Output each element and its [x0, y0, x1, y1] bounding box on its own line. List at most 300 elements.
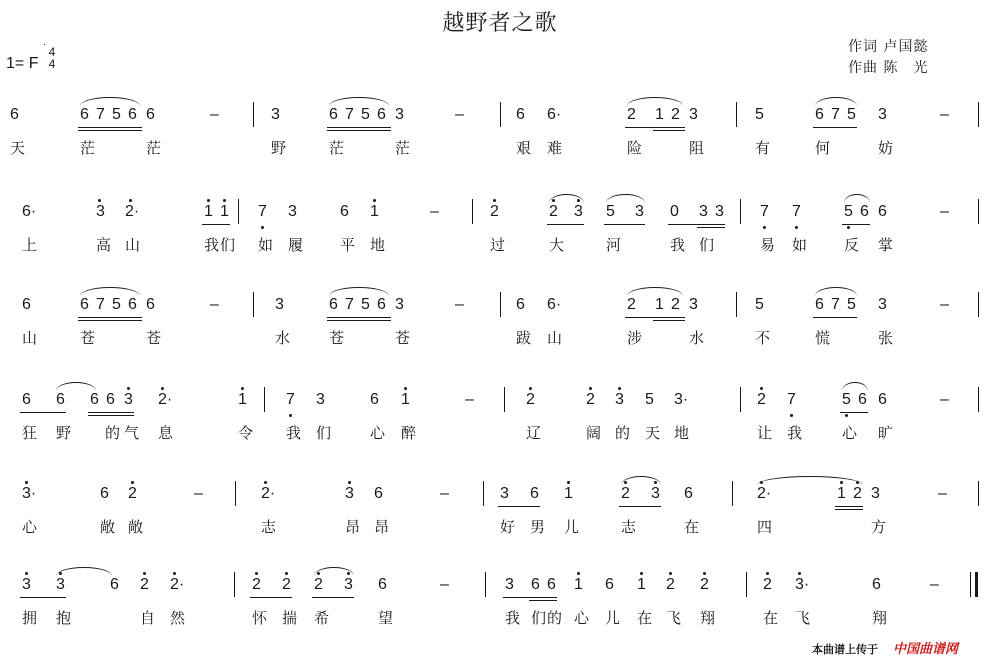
note: 7: [96, 296, 105, 313]
lyric: 们: [531, 609, 547, 627]
lyric: 方: [871, 518, 887, 536]
barline: [978, 387, 979, 412]
note: 6: [858, 391, 867, 408]
lyric: 苍: [146, 329, 162, 347]
octave-dot-high: [207, 199, 210, 202]
lyric: 履: [288, 236, 304, 254]
score-row: [0, 575, 1000, 637]
beam-underline: [78, 130, 142, 131]
note: 3: [871, 485, 880, 502]
beam-underline: [835, 506, 863, 507]
note: 3: [615, 391, 624, 408]
lyric: 自: [140, 609, 156, 627]
barline: [970, 572, 971, 597]
beam-underline: [842, 224, 870, 225]
note: 7: [787, 391, 796, 408]
lyric: 上: [22, 236, 38, 254]
lyric: 天: [645, 424, 661, 442]
beam-underline: [20, 597, 66, 598]
octave-dot-high: [493, 199, 496, 202]
octave-dot-high: [552, 199, 555, 202]
note: 3: [56, 576, 65, 593]
lyric: 天: [10, 139, 26, 157]
lyric: 涉: [627, 329, 643, 347]
note: 5: [361, 106, 370, 123]
lyric: 慌: [815, 329, 831, 347]
sustain-dash: –: [210, 106, 219, 123]
beam-underline: [327, 317, 391, 318]
note: 7: [345, 296, 354, 313]
note: 2: [700, 576, 709, 593]
lyric: 难: [547, 139, 563, 157]
sustain-dash: –: [940, 296, 949, 313]
octave-dot-high: [624, 481, 627, 484]
note: 3: [699, 203, 708, 220]
lyric: 们: [699, 236, 715, 254]
lyric: 让: [757, 424, 773, 442]
octave-dot-high: [373, 199, 376, 202]
lyric: 阔: [586, 424, 602, 442]
lyric: 昂: [374, 518, 390, 536]
octave-dot-high: [25, 572, 28, 575]
octave-dot-high: [840, 481, 843, 484]
lyric: 苍: [329, 329, 345, 347]
barline: [746, 572, 747, 597]
octave-dot-high: [856, 481, 859, 484]
octave-dot-high: [25, 481, 28, 484]
beam-underline: [697, 227, 725, 228]
lyric: 旷: [878, 424, 894, 442]
note: 5: [842, 391, 851, 408]
note: 6·: [547, 106, 562, 123]
note: 6: [146, 296, 155, 313]
barline: [736, 102, 737, 127]
lyricist-credit: 作词 卢国懿: [848, 39, 929, 55]
octave-dot-low: [289, 414, 292, 417]
note: 6: [22, 391, 31, 408]
note: 6: [146, 106, 155, 123]
note: 2: [853, 485, 862, 502]
octave-dot-low: [845, 414, 848, 417]
note: 6: [329, 106, 338, 123]
note: 7: [258, 203, 267, 220]
composer-credit: 作曲 陈 光: [848, 60, 929, 76]
note: 6: [128, 106, 137, 123]
slur: [329, 97, 389, 106]
barline: [234, 572, 235, 597]
note: 1: [637, 576, 646, 593]
note: 6: [106, 391, 115, 408]
lyric: 翔: [872, 609, 888, 627]
note: 3: [96, 203, 105, 220]
score-row: [0, 295, 1000, 357]
lyric: 跋: [516, 329, 532, 347]
note: 3·: [795, 576, 810, 593]
barline: [253, 292, 254, 317]
note: 6: [531, 576, 540, 593]
note: 1: [401, 391, 410, 408]
barline: [472, 199, 473, 224]
time-signature-top: 4: [48, 45, 56, 59]
note: 2: [282, 576, 291, 593]
lyric: 山: [547, 329, 563, 347]
lyric: 不: [755, 329, 771, 347]
note: 5: [844, 203, 853, 220]
octave-dot-high: [760, 387, 763, 390]
octave-dot-high: [264, 481, 267, 484]
octave-dot-high: [760, 481, 763, 484]
slur: [842, 382, 868, 391]
note: 6: [530, 485, 539, 502]
note: 6: [370, 391, 379, 408]
octave-dot-high: [317, 572, 320, 575]
note: 0: [670, 203, 679, 220]
beam-underline: [498, 506, 540, 507]
note: 6·: [22, 203, 37, 220]
lyric: 我: [286, 424, 302, 442]
octave-dot-high: [223, 199, 226, 202]
note: 2: [549, 203, 558, 220]
note: 6: [860, 203, 869, 220]
lyric: 令: [238, 424, 254, 442]
slur: [56, 567, 112, 576]
lyric: 揣: [282, 609, 298, 627]
note: 1: [564, 485, 573, 502]
note: 3: [124, 391, 133, 408]
lyric: 的: [547, 609, 563, 627]
lyric: 我: [670, 236, 686, 254]
note: 2: [252, 576, 261, 593]
lyric: 妨: [878, 139, 894, 157]
note: 6: [110, 576, 119, 593]
note: 5: [112, 296, 121, 313]
note: 3: [395, 296, 404, 313]
octave-dot-high: [669, 572, 672, 575]
slur: [815, 97, 857, 106]
note: 1: [837, 485, 846, 502]
lyric: 在: [684, 518, 700, 536]
beam-underline: [312, 597, 354, 598]
lyric: 在: [763, 609, 779, 627]
lyric: 望: [378, 609, 394, 627]
beam-underline: [202, 224, 230, 225]
lyric: 茫: [329, 139, 345, 157]
octave-dot-high: [589, 387, 592, 390]
note: 5: [645, 391, 654, 408]
sustain-dash: –: [940, 106, 949, 123]
lyric: 的: [615, 424, 631, 442]
note: 3: [345, 485, 354, 502]
barline: [504, 387, 505, 412]
octave-dot-high: [766, 572, 769, 575]
note: 6: [878, 203, 887, 220]
note: 6: [378, 576, 387, 593]
lyric: 山: [22, 329, 38, 347]
note: 7: [831, 296, 840, 313]
slur: [606, 194, 645, 203]
beam-underline: [88, 412, 134, 413]
lyric: 茫: [80, 139, 96, 157]
beam-underline: [653, 317, 685, 318]
lyric: 心: [574, 609, 590, 627]
note: 3: [271, 106, 280, 123]
octave-dot-low: [847, 226, 850, 229]
beam-underline: [78, 320, 142, 321]
lyric: 飞: [666, 609, 682, 627]
sustain-dash: –: [940, 391, 949, 408]
note: 6: [340, 203, 349, 220]
note: 6: [80, 106, 89, 123]
lyric: 好: [500, 518, 516, 536]
note: 2·: [261, 485, 276, 502]
beam-underline: [653, 127, 685, 128]
note: 1: [574, 576, 583, 593]
note: 6: [815, 296, 824, 313]
barline: [978, 102, 979, 127]
score-row: [0, 105, 1000, 167]
note: 6: [815, 106, 824, 123]
octave-dot-high: [703, 572, 706, 575]
lyric: 翔: [700, 609, 716, 627]
lyric: 志: [621, 518, 637, 536]
note: 6: [605, 576, 614, 593]
octave-dot-high: [59, 572, 62, 575]
lyric: 水: [689, 329, 705, 347]
beam-underline: [327, 130, 391, 131]
lyric: 儿: [564, 518, 580, 536]
lyric: 心: [22, 518, 38, 536]
beam-underline: [529, 600, 557, 601]
lyric: 易: [760, 236, 776, 254]
sustain-dash: –: [440, 576, 449, 593]
note: 3·: [22, 485, 37, 502]
note: 3: [395, 106, 404, 123]
lyric: 如: [792, 236, 808, 254]
beam-underline: [840, 412, 868, 413]
lyric: 大: [549, 236, 565, 254]
lyric: 志: [261, 518, 277, 536]
note: 7: [286, 391, 295, 408]
beam-underline: [653, 320, 685, 321]
note: 6: [547, 576, 556, 593]
lyric: 我: [787, 424, 803, 442]
beam-underline: [78, 127, 142, 128]
octave-dot-high: [577, 572, 580, 575]
beam-underline: [604, 224, 645, 225]
beam-underline: [835, 509, 863, 510]
note: 2: [128, 485, 137, 502]
lyric: 醉: [401, 424, 417, 442]
note: 5: [112, 106, 121, 123]
note: 3: [689, 296, 698, 313]
lyric: 息: [158, 424, 174, 442]
lyric: 地: [674, 424, 690, 442]
octave-dot-high: [173, 572, 176, 575]
octave-dot-high: [143, 572, 146, 575]
note: 6: [377, 106, 386, 123]
note: 2: [627, 296, 636, 313]
barline: [975, 572, 978, 597]
note: 2: [621, 485, 630, 502]
note: 5: [361, 296, 370, 313]
score-row: [0, 202, 1000, 264]
note: 2: [586, 391, 595, 408]
lyric: 茫: [395, 139, 411, 157]
barline: [483, 481, 484, 506]
beam-underline: [529, 597, 557, 598]
note: 2: [526, 391, 535, 408]
sustain-dash: –: [440, 485, 449, 502]
note: 6: [872, 576, 881, 593]
note: 6: [374, 485, 383, 502]
note: 6: [329, 296, 338, 313]
note: 2: [314, 576, 323, 593]
octave-dot-low: [790, 414, 793, 417]
octave-dot-low: [763, 226, 766, 229]
sustain-dash: –: [430, 203, 439, 220]
slur: [56, 382, 96, 391]
note: 3: [316, 391, 325, 408]
lyric: 阻: [689, 139, 705, 157]
lyric: 山: [125, 236, 141, 254]
lyric: 河: [606, 236, 622, 254]
barline: [253, 102, 254, 127]
octave-dot-high: [131, 481, 134, 484]
beam-underline: [250, 597, 292, 598]
key-signature: 1= F: [6, 55, 39, 72]
octave-dot-low: [261, 226, 264, 229]
beam-underline: [619, 506, 661, 507]
beam-underline: [327, 320, 391, 321]
slur: [815, 287, 857, 296]
slur: [627, 287, 683, 296]
octave-dot-high: [127, 387, 130, 390]
note: 2·: [170, 576, 185, 593]
beam-underline: [88, 415, 134, 416]
lyric: 敞: [128, 518, 144, 536]
sustain-dash: –: [930, 576, 939, 593]
octave-dot-high: [654, 481, 657, 484]
octave-dot-high: [161, 387, 164, 390]
lyric: 高: [96, 236, 112, 254]
note: 1: [655, 106, 664, 123]
beam-underline: [813, 127, 857, 128]
note: 2: [763, 576, 772, 593]
barline: [235, 481, 236, 506]
lyric: 苍: [80, 329, 96, 347]
barline: [978, 199, 979, 224]
note: 3: [635, 203, 644, 220]
note: 2: [671, 296, 680, 313]
score-row: [0, 484, 1000, 546]
octave-dot-high: [529, 387, 532, 390]
octave-dot-high: [255, 572, 258, 575]
barline: [736, 292, 737, 317]
note: 3: [344, 576, 353, 593]
lyric: 苍: [395, 329, 411, 347]
barline: [978, 481, 979, 506]
sustain-dash: –: [455, 106, 464, 123]
note: 5: [755, 296, 764, 313]
note: 2·: [158, 391, 173, 408]
barline: [500, 102, 501, 127]
lyric: 反: [844, 236, 860, 254]
slur: [757, 476, 863, 485]
beam-underline: [327, 127, 391, 128]
lyric: 心: [370, 424, 386, 442]
slur: [80, 287, 140, 296]
note: 1: [220, 203, 229, 220]
octave-dot-high: [348, 481, 351, 484]
note: 7: [792, 203, 801, 220]
note: 3: [878, 106, 887, 123]
lyric: 野: [56, 424, 72, 442]
note: 6: [878, 391, 887, 408]
note: 3: [689, 106, 698, 123]
octave-dot-high: [241, 387, 244, 390]
lyric: 野: [271, 139, 287, 157]
note: 3: [715, 203, 724, 220]
lyric: 气: [124, 424, 140, 442]
octave-dot-high: [404, 387, 407, 390]
lyric: 拥: [22, 609, 38, 627]
lyric: 飞: [795, 609, 811, 627]
octave-dot-high: [577, 199, 580, 202]
lyric: 希: [314, 609, 330, 627]
lyric: 儿: [605, 609, 621, 627]
note: 7: [831, 106, 840, 123]
lyric: 们: [220, 236, 236, 254]
lyric: 四: [757, 518, 773, 536]
note: 6: [100, 485, 109, 502]
note: 2: [140, 576, 149, 593]
sustain-dash: –: [938, 485, 947, 502]
octave-dot-high: [285, 572, 288, 575]
time-signature: [44, 46, 60, 70]
note: 6: [22, 296, 31, 313]
note: 2·: [125, 203, 140, 220]
lyric: 有: [755, 139, 771, 157]
sustain-dash: –: [940, 203, 949, 220]
note: 2: [671, 106, 680, 123]
slur: [329, 287, 389, 296]
lyric: 昂: [345, 518, 361, 536]
note: 2: [490, 203, 499, 220]
note: 6·: [547, 296, 562, 313]
note: 3: [505, 576, 514, 593]
score-row: [0, 390, 1000, 452]
beam-underline: [20, 412, 66, 413]
lyric: 们: [316, 424, 332, 442]
octave-dot-high: [618, 387, 621, 390]
barline: [740, 199, 741, 224]
octave-dot-high: [640, 572, 643, 575]
note: 2: [757, 391, 766, 408]
lyric: 如: [258, 236, 274, 254]
octave-dot-high: [798, 572, 801, 575]
lyric: 地: [370, 236, 386, 254]
note: 6: [56, 391, 65, 408]
note: 6: [516, 106, 525, 123]
lyric: 辽: [526, 424, 542, 442]
lyric: 水: [275, 329, 291, 347]
note: 2·: [757, 485, 772, 502]
note: 3: [288, 203, 297, 220]
lyric: 我: [204, 236, 220, 254]
note: 1: [370, 203, 379, 220]
lyric: 男: [530, 518, 546, 536]
note: 6: [10, 106, 19, 123]
